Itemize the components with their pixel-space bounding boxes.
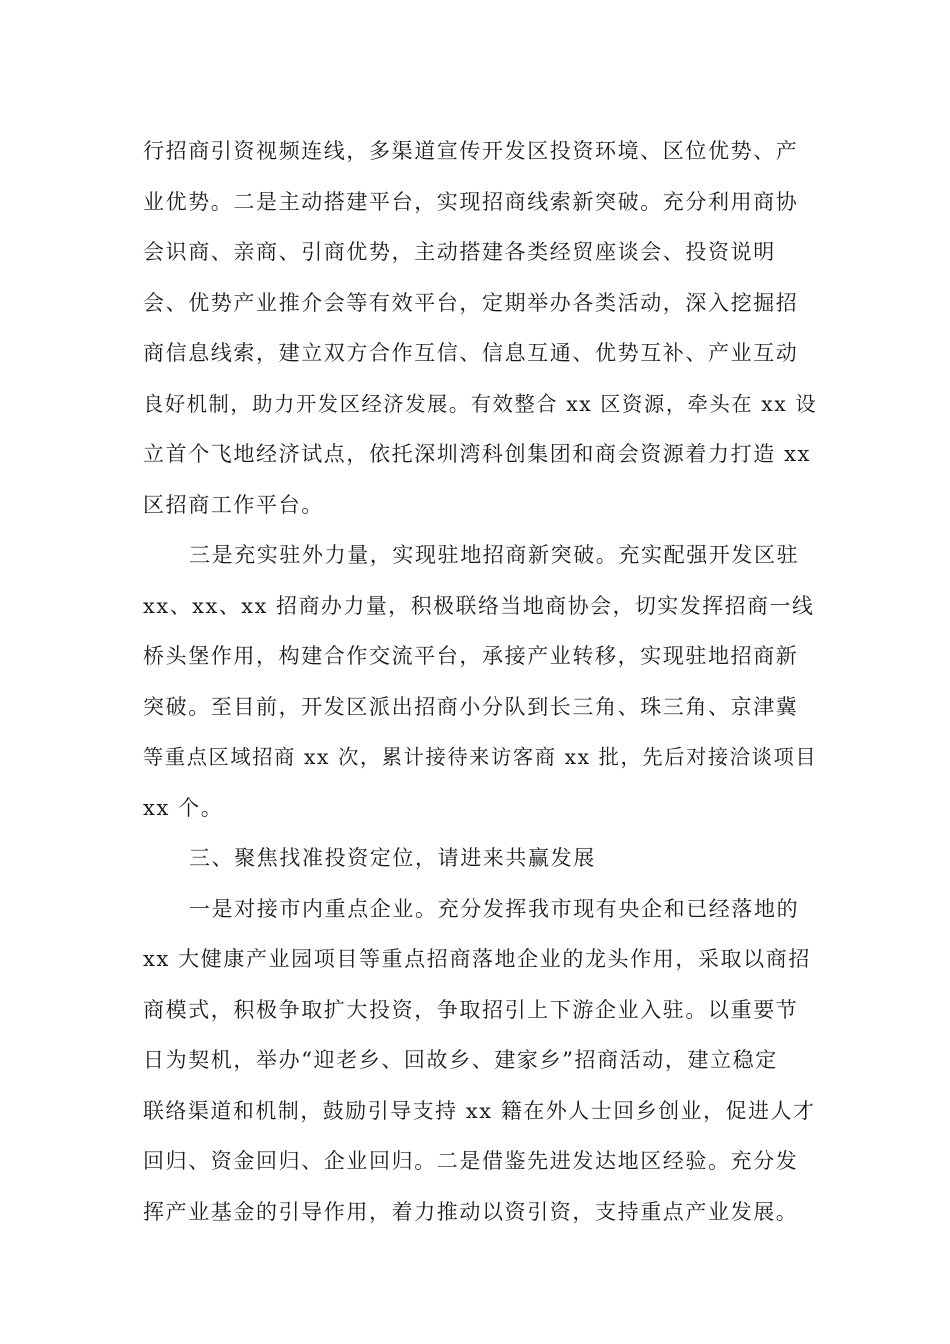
- text-line: 回归、资金回归、企业回归。二是借鉴先进发达地区经验。充分发: [143, 1149, 799, 1173]
- text-line: 桥头堡作用，构建合作交流平台，承接产业转移，实现驻地招商新: [143, 644, 799, 668]
- text-line: 突破。至目前，开发区派出招商小分队到长三角、珠三角、京津冀: [143, 694, 799, 719]
- text-line: 等重点区域招商 xx 次，累计接待来访客商 xx 批，先后对接洽谈项目: [143, 745, 818, 769]
- text-line: 立首个飞地经济试点，依托深圳湾科创集团和商会资源着力打造 xx: [143, 442, 811, 466]
- paragraph-start-line: 一是对接市内重点企业。充分发挥我市现有央企和已经落地的: [189, 896, 800, 921]
- paragraph-start-line: 三是充实驻外力量，实现驻地招商新突破。充实配强开发区驻: [189, 543, 800, 567]
- text-line: xx、xx、xx 招商办力量，积极联络当地商协会，切实发挥招商一线: [143, 593, 815, 618]
- text-line: 业优势。二是主动搭建平台，实现招商线索新突破。充分利用商协: [143, 189, 799, 214]
- text-line: 会、优势产业推介会等有效平台，定期举办各类活动，深入挖掘招: [143, 290, 799, 315]
- text-line: 挥产业基金的引导作用，着力推动以资引资，支持重点产业发展。: [143, 1199, 799, 1224]
- text-line: 良好机制，助力开发区经济发展。有效整合 xx 区资源，牵头在 xx 设: [143, 391, 818, 416]
- text-line: xx 大健康产业园项目等重点招商落地企业的龙头作用，采取以商招: [143, 947, 811, 971]
- section-heading: 三、聚焦找准投资定位，请进来共赢发展: [189, 846, 596, 870]
- text-line: 日为契机，举办“迎老乡、回故乡、建家乡”招商活动，建立稳定: [143, 1048, 778, 1072]
- text-line: 联络渠道和机制，鼓励引导支持 xx 籍在外人士回乡创业，促进人才: [143, 1098, 816, 1123]
- text-line: 会识商、亲商、引商优势，主动搭建各类经贸座谈会、投资说明: [143, 240, 776, 264]
- text-line: 商模式，积极争取扩大投资，争取招引上下游企业入驻。以重要节: [143, 997, 799, 1022]
- text-line: 行招商引资视频连线，多渠道宣传开发区投资环境、区位优势、产: [143, 139, 799, 163]
- document-body: [143, 126, 818, 1237]
- text-line: 商信息线索，建立双方合作互信、信息互通、优势互补、产业互动: [143, 341, 799, 365]
- text-line: 区招商工作平台。: [143, 492, 324, 517]
- text-line: xx 个。: [143, 795, 224, 820]
